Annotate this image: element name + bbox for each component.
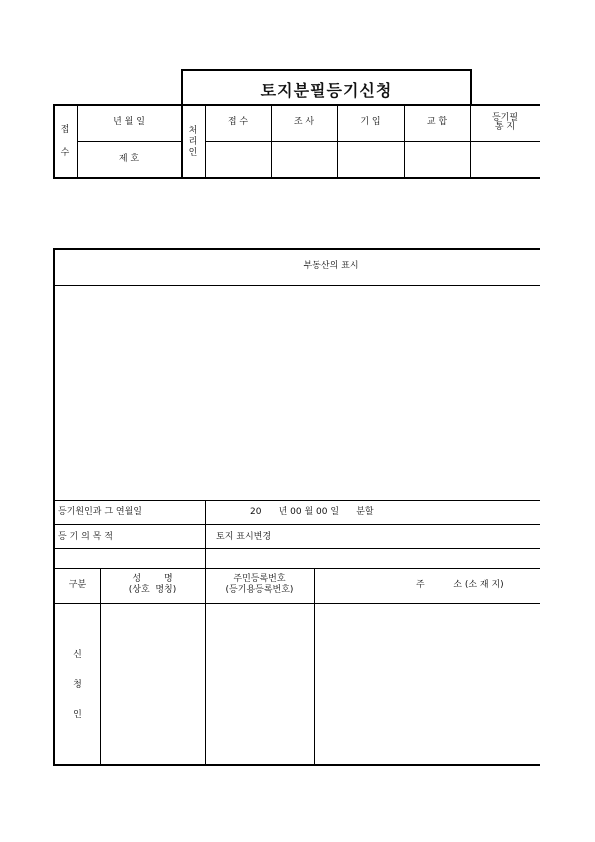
cause-value: 20 년 00 월 00 일 분할 (250, 507, 374, 517)
notice-label: 통 지 (494, 122, 516, 132)
receipt-label: 접 (60, 125, 70, 135)
main-top-border (53, 248, 540, 250)
applicant-divider (205, 568, 206, 765)
processor-label: 인 (188, 148, 198, 158)
title-box (181, 69, 472, 105)
receipt-left-border (53, 104, 55, 178)
receipt-divider (404, 105, 405, 177)
property-body-line (55, 500, 540, 501)
row-line (55, 524, 540, 525)
purpose-value: 토지 표시변경 (216, 532, 272, 542)
col-address: 주 소 (소 재 지) (416, 580, 504, 590)
applicant-divider (314, 568, 315, 765)
applicant-divider (100, 568, 101, 765)
receipt-bottom-border (53, 177, 540, 179)
col-id: 주민등록번호 (233, 574, 286, 584)
receipt-date-label: 년 월 일 (113, 117, 145, 127)
applicant-row-label: 인 (73, 710, 82, 720)
receipt-col-header: 접 수 (227, 117, 249, 127)
applicant-row-label: 청 (73, 680, 82, 690)
receipt-mid-line-right (205, 141, 540, 142)
row-line (55, 568, 540, 569)
receipt-top-border (53, 104, 540, 106)
receipt-col-header: 교 합 (426, 117, 448, 127)
receipt-mid-line (77, 141, 181, 142)
applicant-row-label: 신 (73, 650, 82, 660)
property-header-line (55, 285, 540, 286)
applicant-header-line (55, 603, 540, 604)
col-name: 성 명 (132, 574, 173, 584)
notice-label: 등기필 (491, 113, 519, 123)
processor-label: 처 (188, 126, 198, 136)
col-name-sub: (상호 명칭) (128, 585, 177, 595)
receipt-divider (77, 105, 78, 177)
receipt-divider (271, 105, 272, 177)
receipt-divider (205, 105, 206, 177)
cause-label: 등기원인과 그 연월일 (58, 507, 142, 517)
property-header: 부동산의 표시 (303, 261, 359, 271)
main-bottom-border (53, 764, 540, 766)
rows-divider (205, 500, 206, 568)
row-line (55, 548, 540, 549)
receipt-number-label: 제 호 (118, 154, 140, 164)
col-id-sub: (등기용등록번호) (225, 585, 294, 595)
purpose-label: 등 기 의 목 적 (58, 532, 113, 542)
processor-label: 리 (188, 137, 198, 147)
receipt-col-header: 조 사 (293, 117, 315, 127)
receipt-col-header: 기 입 (360, 117, 381, 127)
form-title: 토지분필등기신청 (260, 81, 393, 100)
col-division: 구분 (68, 580, 87, 590)
receipt-label: 수 (60, 148, 70, 158)
receipt-divider (337, 105, 338, 177)
